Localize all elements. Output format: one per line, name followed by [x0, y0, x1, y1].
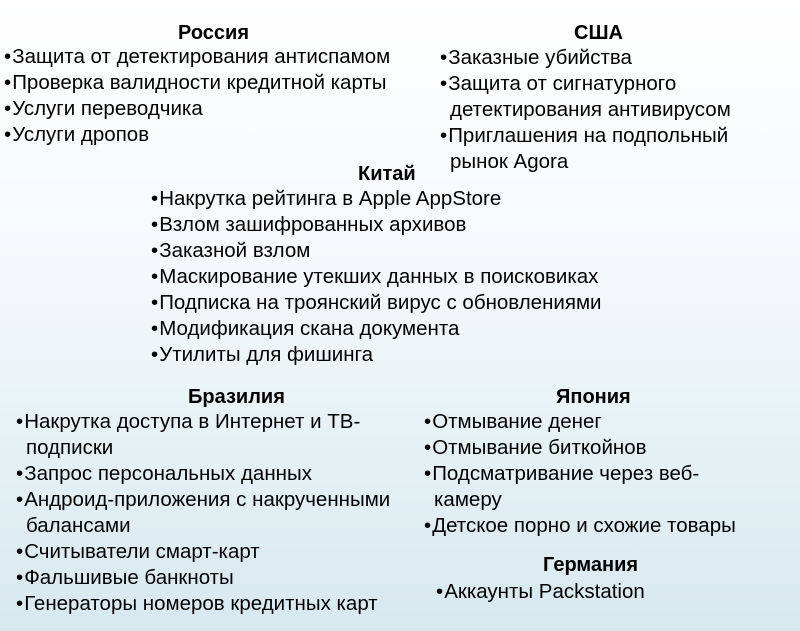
list-item: •Накрутка рейтинга в Apple AppStore — [151, 187, 502, 210]
bullet-icon: • — [151, 291, 159, 314]
bullet-icon: • — [151, 213, 159, 236]
list-item: •Взлом зашифрованных архивов — [151, 213, 467, 236]
bullet-icon: • — [16, 592, 24, 615]
bullet-icon: • — [440, 46, 448, 69]
list-item: •Заказной взлом — [151, 239, 311, 262]
bullet-icon: • — [424, 410, 432, 433]
section-title-usa: США — [574, 22, 623, 44]
list-item: камеру — [434, 488, 502, 511]
list-item: •Подписка на троянский вирус с обновлениями — [151, 291, 602, 314]
bullet-icon: • — [4, 45, 12, 68]
list-item: детектирования антивирусом — [450, 98, 731, 121]
bullet-icon: • — [151, 343, 159, 366]
list-item: •Услуги переводчика — [4, 97, 203, 120]
section-title-russia: Россия — [178, 22, 250, 44]
bullet-icon: • — [440, 124, 448, 147]
bullet-icon: • — [436, 580, 444, 603]
bullet-icon: • — [16, 462, 24, 485]
bullet-icon: • — [16, 566, 24, 589]
bullet-icon: • — [151, 239, 159, 262]
list-brazil — [16, 409, 390, 617]
list-item: •Фальшивые банкноты — [16, 566, 234, 589]
list-item: •Считыватели смарт-карт — [16, 540, 260, 563]
list-item: подписки — [26, 436, 114, 459]
list-item: •Услуги дропов — [4, 123, 150, 146]
list-item: •Андроид-приложения с накрученными — [16, 488, 391, 511]
list-item: •Защита от сигнатурного — [440, 72, 677, 95]
list-item: •Приглашения на подпольный — [440, 124, 729, 147]
section-title-brazil: Бразилия — [188, 386, 285, 408]
list-usa — [440, 45, 731, 175]
list-japan — [424, 409, 736, 539]
list-item: •Модификация скана документа — [151, 317, 460, 340]
bullet-icon: • — [424, 462, 432, 485]
list-item: •Утилиты для фишинга — [151, 343, 373, 366]
list-item: •Запрос персональных данных — [16, 462, 312, 485]
list-item: •Аккаунты Packstation — [436, 580, 645, 603]
bullet-icon: • — [440, 72, 448, 95]
bullet-icon: • — [4, 97, 12, 120]
bullet-icon: • — [16, 410, 24, 433]
section-title-japan: Япония — [556, 386, 631, 408]
bullet-icon: • — [151, 317, 159, 340]
list-item: •Проверка валидности кредитной карты — [4, 71, 387, 94]
bullet-icon: • — [151, 265, 159, 288]
bullet-icon: • — [4, 123, 12, 146]
bullet-icon: • — [424, 514, 432, 537]
list-item: •Отмывание биткойнов — [424, 436, 647, 459]
list-item: •Генераторы номеров кредитных карт — [16, 592, 378, 615]
section-title-germany: Германия — [543, 554, 639, 576]
list-item: •Заказные убийства — [440, 46, 632, 69]
bullet-icon: • — [151, 187, 159, 210]
list-russia — [4, 44, 390, 148]
list-item: •Защита от детектирования антиспамом — [4, 45, 391, 68]
section-title-china: Китай — [358, 163, 416, 185]
bullet-icon: • — [16, 488, 24, 511]
list-item: рынок Agora — [450, 150, 569, 173]
list-item: •Подсматривание через веб- — [424, 462, 700, 485]
bullet-icon: • — [16, 540, 24, 563]
list-germany — [436, 579, 645, 605]
list-item: •Маскирование утекших данных в поисковиках — [151, 265, 599, 288]
bullet-icon: • — [4, 71, 12, 94]
list-item: балансами — [26, 514, 131, 537]
list-item: •Накрутка доступа в Интернет и ТВ- — [16, 410, 361, 433]
bullet-icon: • — [424, 436, 432, 459]
list-item: •Детское порно и схожие товары — [424, 514, 736, 537]
list-item: •Отмывание денег — [424, 410, 602, 433]
list-china — [151, 186, 602, 368]
